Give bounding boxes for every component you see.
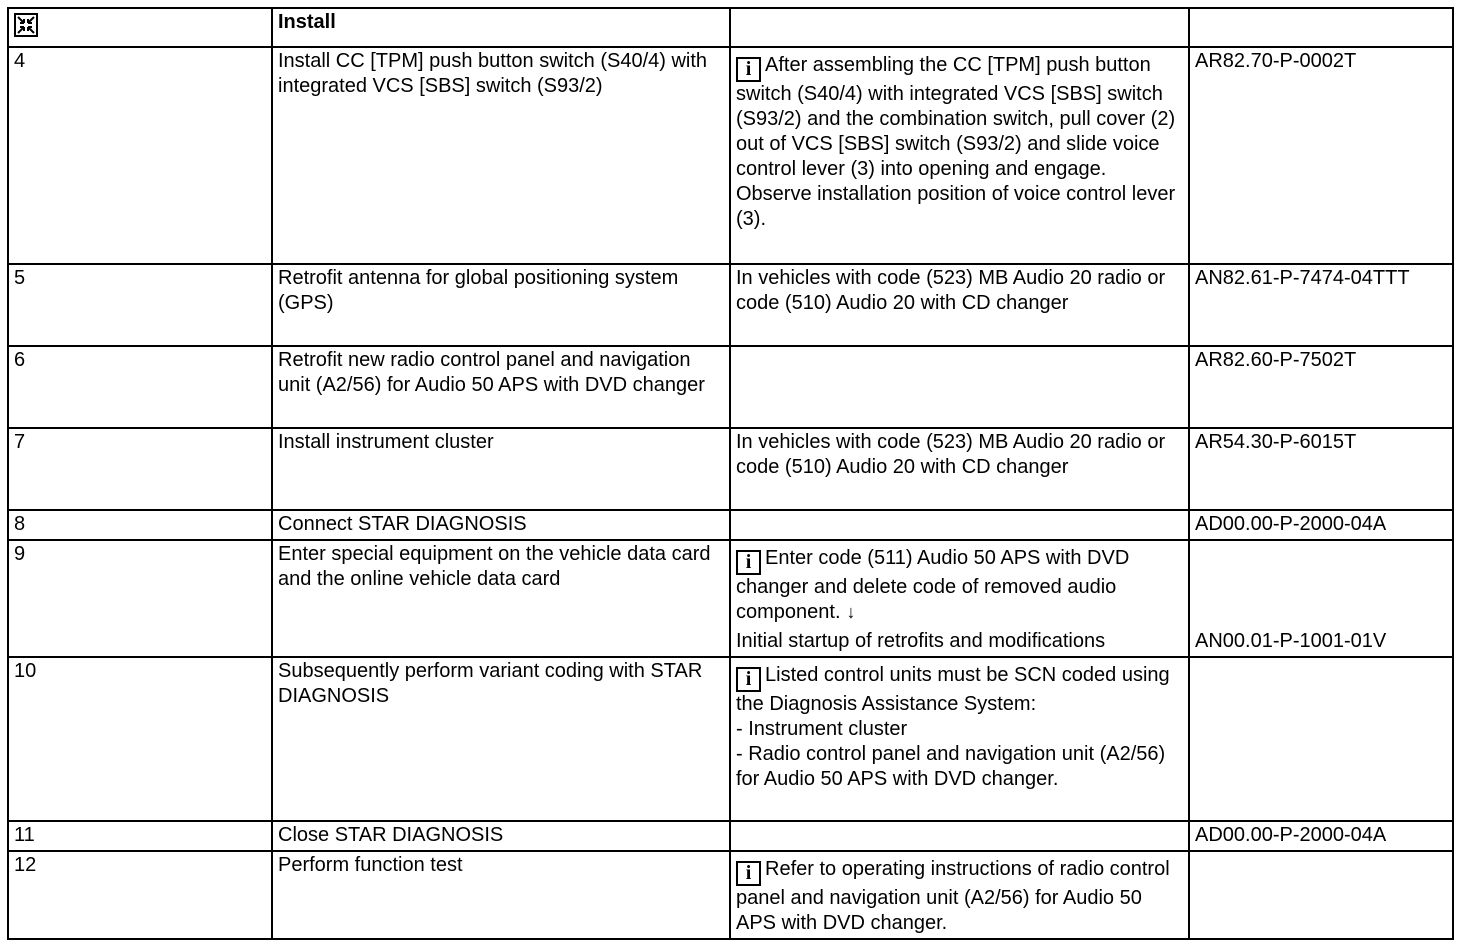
step-number: 7 <box>8 428 272 510</box>
step-action: Retrofit antenna for global positioning system (GPS) <box>272 264 730 346</box>
step-note <box>730 851 1189 939</box>
reference-link[interactable]: AR82.70-P-0002T <box>1189 47 1453 264</box>
note-text: Refer to operating instructions of radio control panel and navigation unit (A2/56) for Audio 50 APS with DVD changer. <box>736 858 1170 934</box>
reference-link[interactable]: AR54.30-P-6015T <box>1189 428 1453 510</box>
table-row <box>8 851 1453 939</box>
step-note <box>730 47 1189 264</box>
note-text: Observe installation position of voice control lever (3). <box>736 183 1176 230</box>
reference-link <box>1189 851 1453 939</box>
step-note: In vehicles with code (523) MB Audio 20 radio or code (510) Audio 20 with CD changer <box>730 428 1189 510</box>
note-text: - Instrument cluster <box>736 718 908 740</box>
table-header-row <box>8 8 1453 47</box>
table-row <box>8 821 1453 851</box>
info-icon: i <box>736 550 761 575</box>
reference-link[interactable]: AN82.61-P-7474-04TTT <box>1189 264 1453 346</box>
step-action: Perform function test <box>272 851 730 939</box>
step-number: 6 <box>8 346 272 428</box>
info-icon: i <box>736 667 761 692</box>
step-number: 4 <box>8 47 272 264</box>
install-steps-table <box>7 7 1454 940</box>
step-action: Enter special equipment on the vehicle data card and the online vehicle data card <box>272 540 730 657</box>
note-text: - Radio control panel and navigation unit (A2/56) for Audio 50 APS with DVD changer. <box>736 743 1166 790</box>
reference-link <box>1189 657 1453 821</box>
step-action: Connect STAR DIAGNOSIS <box>272 510 730 540</box>
table-row <box>8 540 1453 657</box>
step-action: Install instrument cluster <box>272 428 730 510</box>
table-row <box>8 657 1453 821</box>
note-text: Initial startup of retrofits and modifications <box>736 630 1106 652</box>
reference-cell <box>1189 540 1453 657</box>
header-empty-ref <box>1189 8 1453 47</box>
note-text: Enter code (511) Audio 50 APS with DVD changer and delete code of removed audio component. <box>736 547 1130 623</box>
step-action: Subsequently perform variant coding with STAR DIAGNOSIS <box>272 657 730 821</box>
table-row <box>8 264 1453 346</box>
note-text: Listed control units must be SCN coded using the Diagnosis Assistance System: <box>736 664 1170 715</box>
reference-link[interactable]: AR82.60-P-7502T <box>1189 346 1453 428</box>
table-row <box>8 428 1453 510</box>
step-note <box>730 510 1189 540</box>
table-row <box>8 510 1453 540</box>
step-note <box>730 657 1189 821</box>
table-row <box>8 47 1453 264</box>
header-empty-note <box>730 8 1189 47</box>
note-text: After assembling the CC [TPM] push button switch (S40/4) with integrated VCS [SBS] switch (S93/2) and the combination switch, pull cover (2) out of VCS [SBS] switch (S93/2) and slide voice control lever (3) into opening and engage. <box>736 54 1176 180</box>
step-number: 5 <box>8 264 272 346</box>
collapse-expand-icon[interactable] <box>14 13 38 37</box>
arrow-down-icon: ↓ <box>846 602 856 622</box>
info-icon: i <box>736 861 761 886</box>
step-note <box>730 821 1189 851</box>
step-note <box>730 346 1189 428</box>
reference-link[interactable]: AD00.00-P-2000-04A <box>1189 821 1453 851</box>
step-number: 10 <box>8 657 272 821</box>
step-note <box>730 540 1189 657</box>
step-number: 11 <box>8 821 272 851</box>
step-number: 9 <box>8 540 272 657</box>
step-action: Close STAR DIAGNOSIS <box>272 821 730 851</box>
header-icon-cell[interactable] <box>8 8 272 47</box>
step-note: In vehicles with code (523) MB Audio 20 radio or code (510) Audio 20 with CD changer <box>730 264 1189 346</box>
table-row <box>8 346 1453 428</box>
step-number: 12 <box>8 851 272 939</box>
step-number: 8 <box>8 510 272 540</box>
info-icon: i <box>736 57 761 82</box>
step-action: Install CC [TPM] push button switch (S40/4) with integrated VCS [SBS] switch (S93/2) <box>272 47 730 264</box>
reference-link[interactable]: AD00.00-P-2000-04A <box>1189 510 1453 540</box>
reference-link[interactable]: AN00.01-P-1001-01V <box>1195 630 1387 652</box>
step-action: Retrofit new radio control panel and navigation unit (A2/56) for Audio 50 APS with DVD changer <box>272 346 730 428</box>
header-title: Install <box>272 8 730 47</box>
